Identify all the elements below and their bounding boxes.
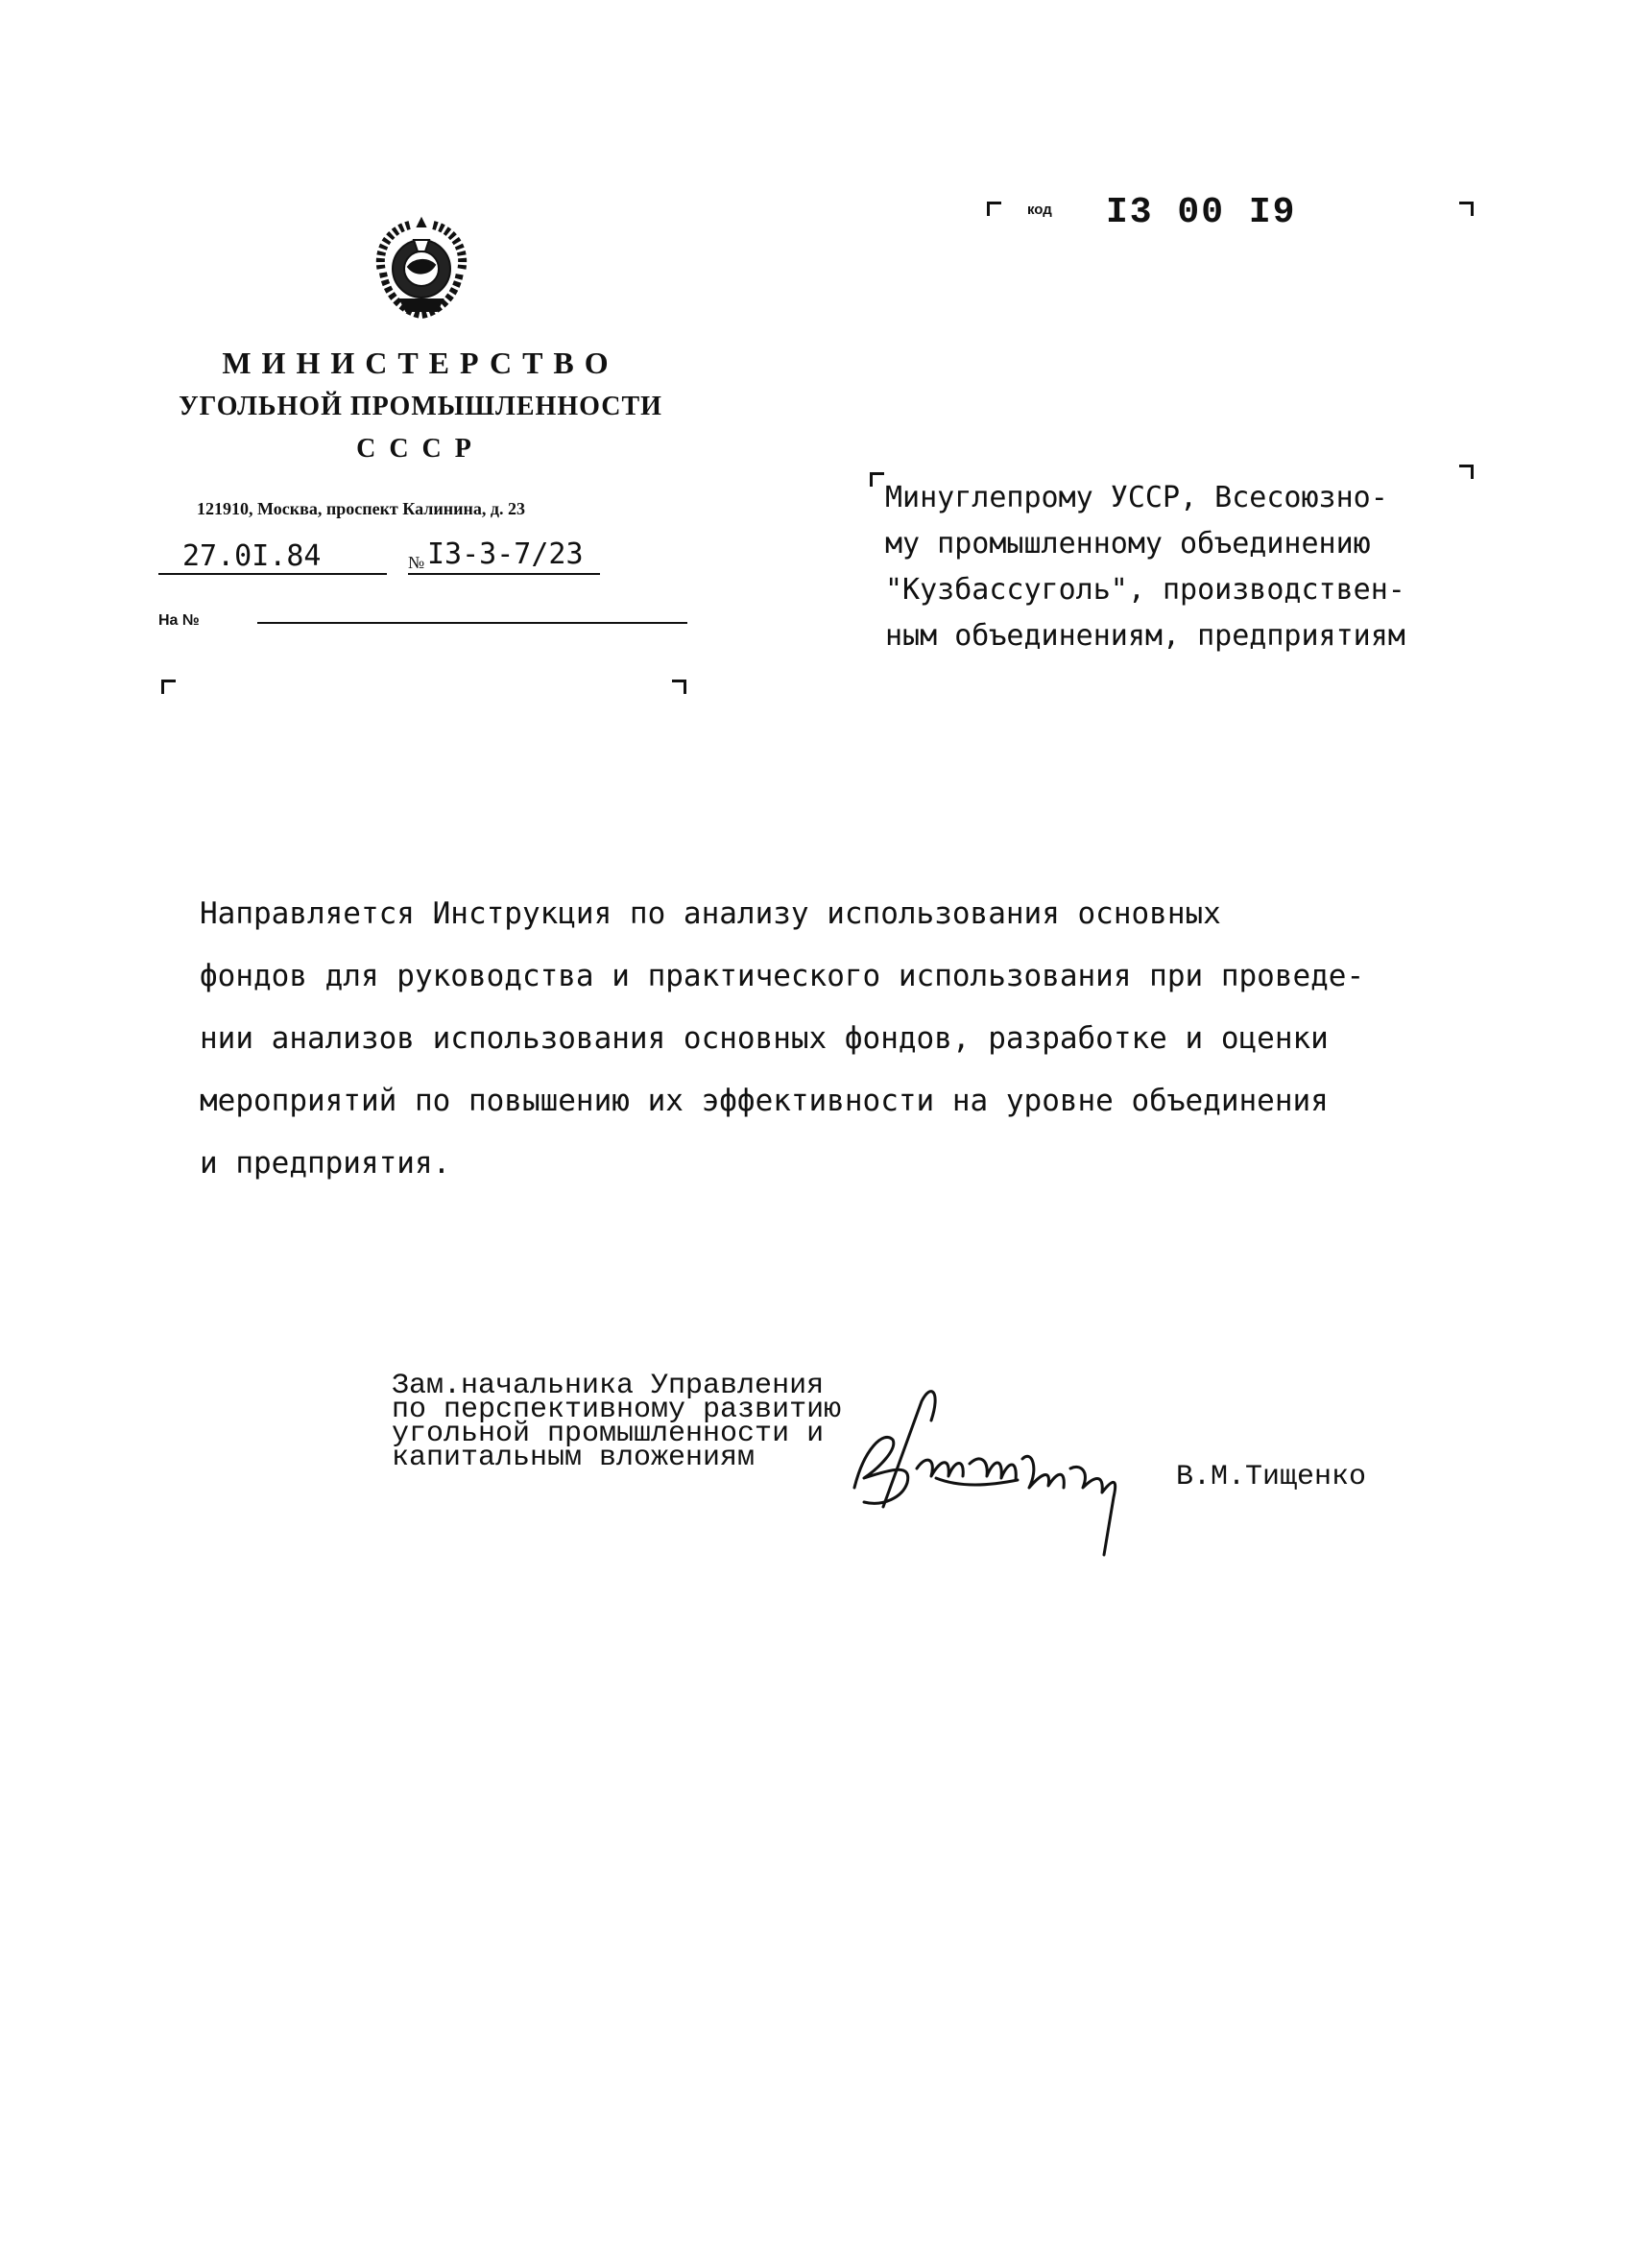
signature-title-line: капитальным вложениям [392, 1442, 756, 1474]
code-corner-left [987, 202, 1001, 216]
body-line: мероприятий по повышению их эффективности на уровне объединения [200, 1084, 1329, 1118]
code-label: код [1027, 202, 1052, 218]
body-line-first: Направляется Инструкция по анализу использования основных [200, 896, 1221, 931]
address-corner-left [161, 680, 176, 694]
ministry-subtitle: УГОЛЬНОЙ ПРОМЫШЛЕННОСТИ [179, 392, 662, 421]
signature-title [392, 1370, 842, 1474]
addressee-block [885, 475, 1471, 659]
signature-title-line: по перспективному развитию [392, 1394, 842, 1426]
document-date: 27.0I.84 [182, 539, 322, 573]
code-value: I3 00 I9 [1106, 192, 1297, 233]
ministry-title: МИНИСТЕРСТВО [222, 346, 619, 380]
addressee-line: "Кузбассуголь", производствен- [885, 573, 1405, 607]
body-line: фондов для руководства и практического использования при проведе- [200, 959, 1365, 993]
date-underline [158, 573, 387, 575]
addressee-line: ным объединениям, предприятиям [885, 619, 1405, 653]
code-corner-right [1459, 202, 1474, 216]
reply-label: На № [158, 612, 200, 629]
signature-title-line: угольной промышленности и [392, 1418, 825, 1450]
body-line: нии анализов использования основных фондов, разработке и оценки [200, 1021, 1329, 1056]
signer-name: В.М.Тищенко [1176, 1461, 1367, 1493]
ministry-address: 121910, Москва, проспект Калинина, д. 23 [197, 499, 525, 518]
number-underline [408, 573, 600, 575]
ministry-country: СССР [356, 434, 485, 464]
body-line: и предприятия. [200, 1146, 451, 1181]
document-number: I3-3-7/23 [427, 537, 584, 571]
addressee-line: Минуглепрому УССР, Всесоюзно- [885, 481, 1388, 514]
reply-underline [257, 622, 687, 624]
addressee-line: му промышленному объединению [885, 527, 1371, 561]
signature-title-line: Зам.начальника Управления [392, 1370, 825, 1402]
address-corner-right [672, 680, 686, 694]
addressee-corner-left [870, 472, 884, 487]
ussr-emblem-icon [368, 213, 475, 324]
handwritten-signature-icon [826, 1363, 1171, 1593]
number-sign: № [408, 553, 425, 572]
